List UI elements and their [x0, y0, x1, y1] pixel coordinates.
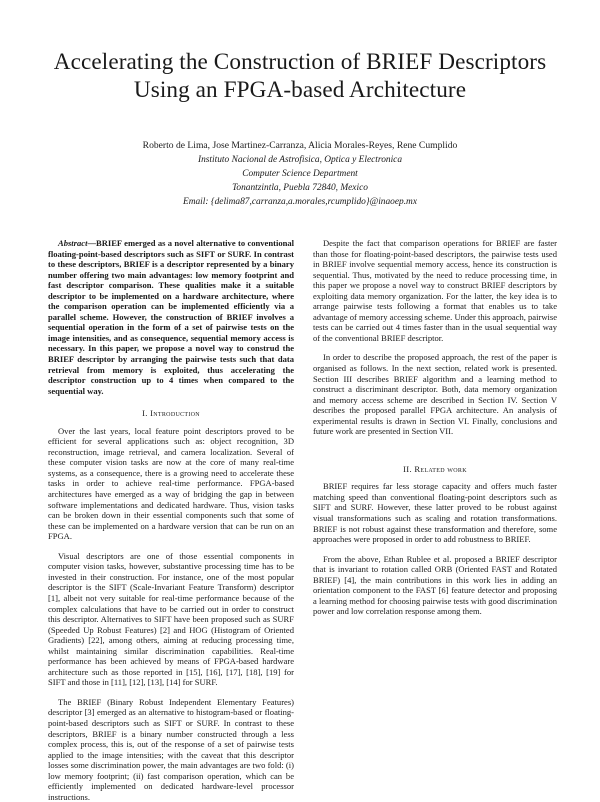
- title-line-1: Accelerating the Construction of BRIEF Descriptors: [53, 49, 547, 75]
- related-paragraph-2: From the above, Ethan Rublee et al. proposed a BRIEF descriptor that is invariant to rotation called ORB (Oriented FAST and Rotated BRIEF) [4], the main contributions in this work lies in adding an orientation component to the FAST [6] feature detector and proposing a learning method for choosing pairwise tests with good discrimination power and low correlation response among them.: [313, 553, 557, 617]
- section-heading-introduction: I. Introduction: [142, 408, 200, 419]
- left-column: [48, 238, 294, 802]
- intro-paragraph-2: Visual descriptors are one of those essential components in computer vision tasks, however, substantive processing time has to be invested in their construction. For instance, one of the most popular descriptor is the SIFT (Scale-Invariant Feature Transform) descriptor [1], albeit not very suitable for real-time performance because of the complex calculations that have to be carried out in order to construct this descriptor. Alternatives to SIFT have been proposed such as SURF (Speeded Up Robust Features) [2] and HOG (Histogram of Oriented Gradients) [22], among others, aiming at reducing processing time, whilst maintaining similar discrimination capabilities. Real-time performance has been achieved by means of FPGA-based hardware architecture such as those reported in [15], [16], [17], [18], [19] for SIFT and those in [11], [12], [13], [14] for SURF.: [48, 550, 294, 688]
- intro-paragraph-5: In order to describe the proposed approach, the rest of the paper is organised as follows. In the next section, related work is presented. Section III describes BRIEF algorithm and a learning method to construct a discriminant descriptor. Both, data memory organization and memory access scheme are described in Section IV. Section V describes the proposed parallel FPGA architecture. An analysis of experimental results is drawn in Section VI. Finally, conclusions and future work are presented in Section VII.: [313, 352, 557, 437]
- author-institution: Instituto Nacional de Astrofisica, Optica y Electronica: [197, 155, 403, 165]
- author-location: Tonantzintla, Puebla 72840, Mexico: [232, 183, 368, 193]
- paper-title: [30, 48, 570, 104]
- author-email: Email: {delima87,carranza,a.morales,rcumplido}@inaoep.mx: [183, 197, 417, 207]
- abstract-label: Abstract: [58, 238, 88, 248]
- author-block: [30, 139, 570, 209]
- intro-paragraph-3: The BRIEF (Binary Robust Independent Elementary Features) descriptor [3] emerged as an alternative to histogram-based or floating-point-based descriptors such as SIFT or SURF. In contrast to these descriptors, BRIEF is a binary number constructed through a less complex process, this is, out of the response of a set of pairwise tests applied to the image intensities; with the caveat that this descriptor losses some discrimination power, the main advantages are two fold: (i) low memory footprint; (ii) fast comparison operation, which can be efficiently implemented on dedicated hardware-level processor instructions.: [48, 696, 294, 802]
- section-heading-related-work: II. Related work: [403, 463, 467, 474]
- abstract: [48, 238, 294, 396]
- abstract-text: —BRIEF emerged as a novel alternative to conventional floating-point-based descriptors such as SIFT or SURF. In contrast to these descriptors, BRIEF is a descriptor represented by a binary number offering two main advantages: low memory footprint and fast descriptor comparison. These qualities make it a suitable descriptor to be implemented on a hardware architecture, where the comparison operation can be implemented efficiently via a parallel scheme. However, the construction of BRIEF involves a sequential operation in the form of a set of pairwise tests on the image intensities, and as consequence, sequential memory access is necessary. In this paper, we propose a novel way to construd the BRIEF descriptor by arranging the pairwise tests such that data retrieval from memory is exploited, thus accelerating the descriptor construction up to 4 times when compared to the sequential way.: [48, 238, 294, 396]
- author-names: Roberto de Lima, Jose Martinez-Carranza, Alicia Morales-Reyes, Rene Cumplido: [142, 140, 458, 151]
- title-line-2: Using an FPGA-based Architecture: [133, 77, 467, 103]
- intro-paragraph-1: Over the last years, local feature point descriptors proved to be efficient for several applications such as: object recognition, 3D reconstruction, image retrieval, and camera localization. Several of these computer vision tasks are now at the core of many real-time systems, as a consequence, there is a growing need to accelerate these tasks in order to achieve real-time performance. FPGA-based architectures have emerged as a way of bridging the gap in between software implementations and dedicated hardware. Thus, vision tasks can be broken down in their essential components such that some of these can be implemented on a hardware version that can be run on an FPGA.: [48, 425, 294, 542]
- author-department: Computer Science Department: [242, 169, 358, 179]
- related-paragraph-1: BRIEF requires far less storage capacity and offers much faster matching speed than conventional floating-point descriptors such as SIFT and SURF. However, these latter proved to be robust against visual transformations such as scaling and rotation transformations. BRIEF is not robust against these transformation and therefore, some approaches were proposed in order to add robustness to BRIEF.: [313, 481, 557, 545]
- right-column: [313, 238, 557, 617]
- intro-paragraph-4: Despite the fact that comparison operations for BRIEF are faster than those for floating-point-based descriptors, the pairwise tests used in BRIEF involve sequential memory access, hence its construction is sequential. Thus, motivated by the need to reduce processing time, in this paper we propose a novel way to construct BRIEF descriptors by exploiting data memory organization. For the latter, the key idea is to arrange pairwise tests following a format that enables us to take advantage of memory accessing scheme. Under this approach, pairwise tests can be carried out 4 times faster than in the usual sequential way of the conventional BRIEF descriptor.: [313, 238, 557, 343]
